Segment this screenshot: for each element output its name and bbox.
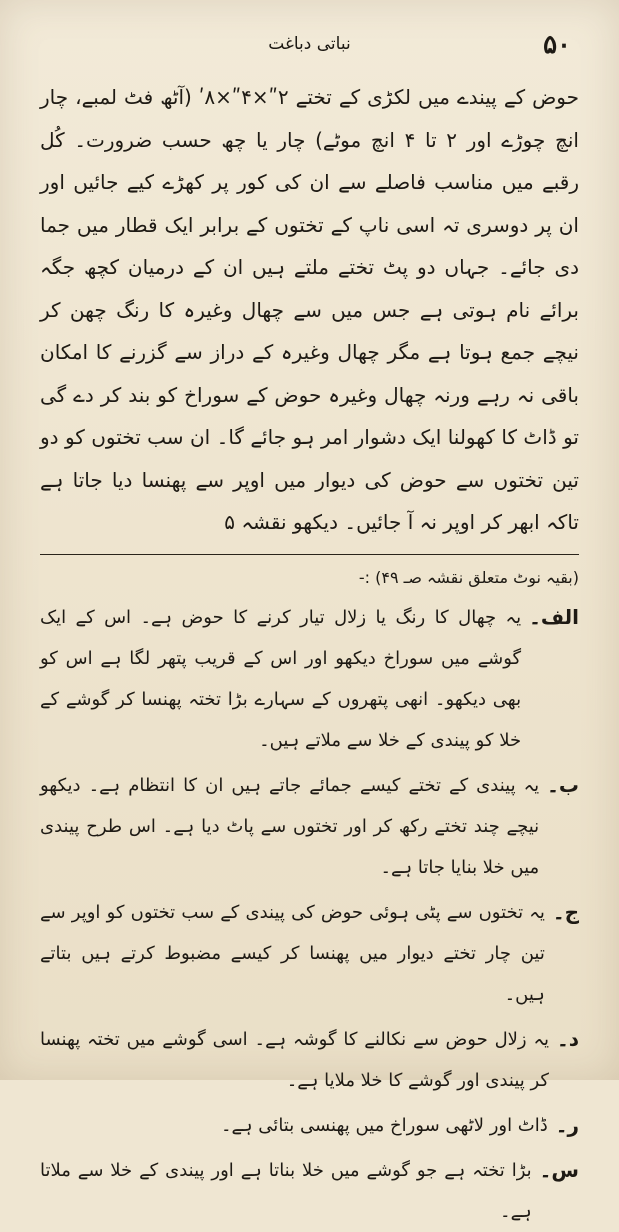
notes-list: [40, 597, 579, 1232]
main-paragraph-block: [40, 76, 579, 544]
section-divider: [40, 554, 579, 555]
note-text: یہ زلال حوض سے نکالنے کا گوشہ ہے۔ اسی گوشے میں تختہ پھنسا کر پیندی اور گوشے کا خلا ملایا ہے۔: [40, 1028, 550, 1091]
note-item-seen: [40, 1150, 579, 1232]
note-item-re: [40, 1105, 579, 1146]
note-item-be: [40, 765, 579, 888]
note-letter: ج۔: [552, 899, 579, 924]
page-number: ۵۰: [543, 30, 571, 60]
note-item-jeem: [40, 892, 579, 1015]
note-text: یہ چھال کا رنگ یا زلال تیار کرنے کا حوض ہے۔ اس کے ایک گوشے میں سوراخ دیکھو اور اس کے قریب پتھر لگا ہے اس کو بھی دیکھو۔ انھی پتھروں کے سہارے بڑا تختہ پھنسا کر گوشے کے خلا کو پیندی کے خلا سے ملاتے ہیں۔: [40, 606, 522, 751]
note-text: یہ تختوں سے پٹی ہوئی حوض کی پیندی کے سب تختوں کو اوپر سے تین چار تختے دیوار میں پھنسا کر کیسے مضبوط کرتے ہیں بتاتے ہیں۔: [40, 901, 545, 1005]
note-letter: د۔: [557, 1026, 579, 1051]
note-letter: ب۔: [547, 772, 579, 797]
note-text: یہ پیندی کے تختے کیسے جمائے جاتے ہیں ان کا انتظام ہے۔ دیکھو نیچے چند تختے رکھ کر اور تختوں سے پاٹ دیا ہے۔ اس طرح پیندی میں خلا بنایا جاتا ہے۔: [40, 774, 540, 878]
note-text: ڈاٹ اور لاٹھی سوراخ میں پھنسی بتائی ہے۔: [220, 1114, 548, 1136]
running-title: نباتی دباغت: [268, 34, 351, 54]
note-letter: ر۔: [555, 1112, 579, 1137]
note-item-daal: [40, 1019, 579, 1101]
note-letter: س۔: [539, 1157, 579, 1182]
note-letter: الف۔: [529, 604, 579, 629]
note-text: بڑا تختہ ہے جو گوشے میں خلا بناتا ہے اور پیندی کے خلا سے ملاتا ہے۔: [40, 1159, 532, 1222]
notes-heading: (بقیہ نوٹ متعلق نقشہ صـ ۴۹) :-: [358, 567, 579, 587]
page-header: [40, 30, 579, 66]
note-item-alif: [40, 597, 579, 761]
main-paragraph: حوض کے پیندے میں لکڑی کے تختے ۲ʺ×۴ʺ×۸ʹ (آٹھ فٹ لمبے، چار انچ چوڑے اور ۲ تا ۴ انچ موٹے) چار یا چھ حسب ضرورت۔ کُل رقبے میں مناسب فاصلے سے ان کی کور پر کھڑے کیے جائیں اور ان پر دوسری تہ اسی ناپ کے تختوں کے برابر ایک قطار میں جما دی جائے۔ جہاں دو پٹ تختے ملتے ہیں ان کے درمیان کچھ جگہ برائے نام ہوتی ہے جس میں سے چھال وغیرہ کا رنگ چھن کر نیچے جمع ہوتا ہے مگر چھال وغیرہ کے دراز سے گزرنے کا امکان باقی نہ رہے ورنہ چھال وغیرہ حوض کے سوراخ کو بند کر دے گی تو ڈاٹ کا کھولنا ایک دشوار امر ہو جائے گا۔ ان سب تختوں کو دو تین تختوں سے حوض کی دیوار میں اوپر سے پھنسا دیا جاتا ہے تاکہ ابھر کر اوپر نہ آ جائیں۔ دیکھو نقشہ ۵: [40, 85, 579, 534]
